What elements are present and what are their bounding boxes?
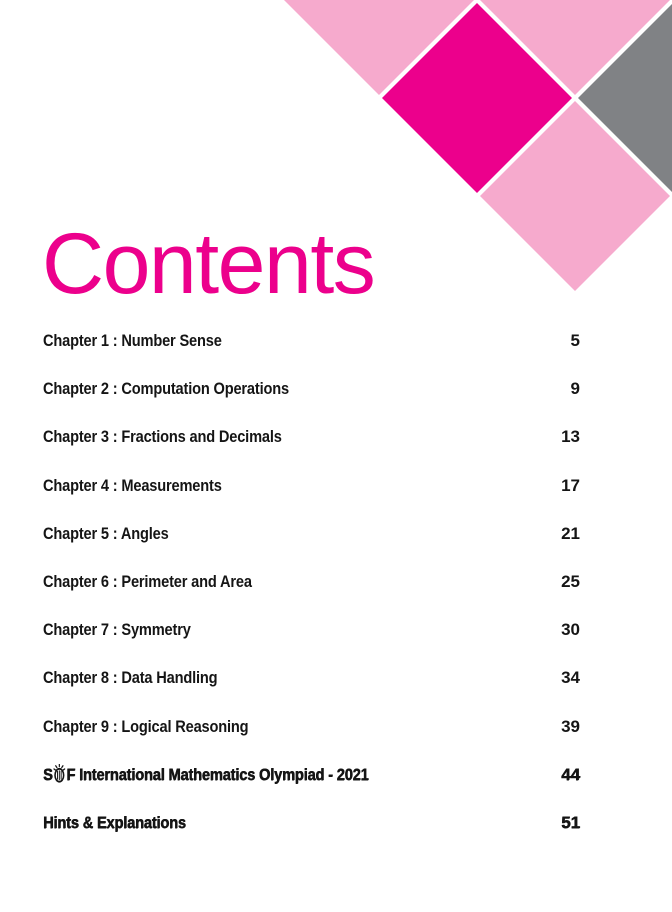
diamond-gray-right	[578, 3, 672, 193]
toc-row-chapter-3	[43, 413, 580, 461]
page-number: 13	[561, 427, 580, 447]
page-number: 51	[561, 812, 580, 832]
sof-olympiad-label	[43, 765, 368, 785]
diamond-light-pink-top-left	[284, 0, 474, 95]
page-number: 39	[561, 716, 580, 736]
chapter-label: Chapter 8 : Data Handling	[43, 668, 218, 688]
toc-row-sof-olympiad	[43, 751, 580, 799]
page-number: 25	[561, 572, 580, 592]
chapter-label: Chapter 4 : Measurements	[43, 475, 222, 495]
hints-label: Hints & Explanations	[43, 812, 186, 832]
toc-row-chapter-1	[43, 317, 580, 365]
toc-row-chapter-4	[43, 462, 580, 510]
page-number: 17	[561, 475, 580, 495]
chapter-label: Chapter 5 : Angles	[43, 523, 169, 543]
toc-row-chapter-5	[43, 510, 580, 558]
page-number: 9	[570, 379, 580, 399]
diamond-magenta-center	[382, 3, 572, 193]
chapter-label: Chapter 6 : Perimeter and Area	[43, 572, 252, 592]
page-number: 5	[570, 331, 580, 351]
diamond-light-pink-bottom	[480, 101, 670, 291]
toc-row-chapter-6	[43, 558, 580, 606]
toc-row-chapter-9	[43, 703, 580, 751]
sof-suffix: F International Mathematics Olympiad - 2021	[66, 764, 369, 784]
chapter-label: Chapter 9 : Logical Reasoning	[43, 716, 249, 736]
chapter-label: Chapter 3 : Fractions and Decimals	[43, 427, 282, 447]
page-number: 21	[561, 523, 580, 543]
page-number: 30	[561, 620, 580, 640]
toc-row-hints-explanations	[43, 799, 580, 847]
page-number: 34	[561, 668, 580, 688]
chapter-label: Chapter 7 : Symmetry	[43, 620, 191, 640]
sof-prefix: S	[43, 764, 53, 784]
diamond-light-pink-top-right	[480, 0, 670, 95]
toc-row-chapter-7	[43, 606, 580, 654]
page-number: 44	[561, 764, 580, 784]
page-title: Contents	[42, 216, 375, 312]
chapter-label: Chapter 2 : Computation Operations	[43, 379, 289, 399]
chapter-label: Chapter 1 : Number Sense	[43, 331, 222, 351]
toc-row-chapter-2	[43, 365, 580, 413]
table-of-contents	[43, 317, 580, 847]
sof-bulb-o-icon	[53, 764, 65, 783]
toc-row-chapter-8	[43, 654, 580, 702]
